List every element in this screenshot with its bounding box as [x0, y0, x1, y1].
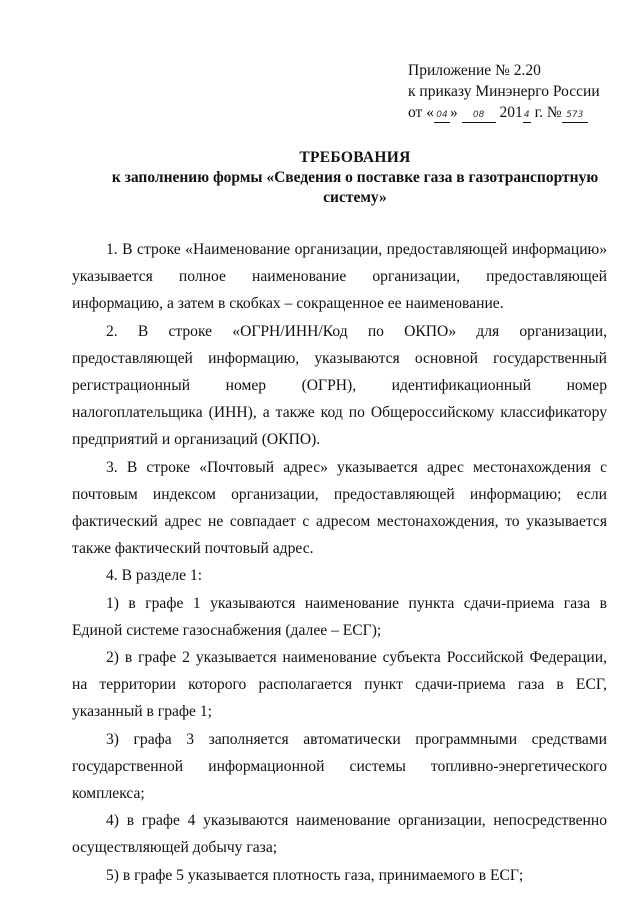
order-number-handwritten: 573 — [562, 108, 588, 123]
document-title — [70, 148, 640, 208]
list-item-4: 4) в графе 4 указываются наименование организации, непосредственно осуществляющей добычу газа; — [72, 812, 607, 857]
list-item-2: 2) в графе 2 указывается наименование субъекта Российской Федерации, на территории которого располагается пункт сдачи-приема газа в ЕСГ, указанный в графе 1; — [72, 649, 607, 721]
date-day-handwritten: 04 — [434, 108, 450, 123]
title-main: ТРЕБОВАНИЯ — [299, 149, 411, 166]
paragraph-2: 2. В строке «ОГРН/ИНН/Код по ОКПО» для организации, предоставляющей информацию, указываются основной государственный регистрационный номер (ОГРН), идентификационный номер налогоплательщика (ИНН), а также код по Общероссийскому классификатору предприятий и организаций (ОКПО). — [72, 322, 607, 449]
order-reference: к приказу Минэнерго России — [408, 83, 600, 100]
paragraph-1: 1. В строке «Наименование организации, предоставляющей информацию» указывается полное наименование организации, предоставляющей информацию, а затем в скобках – сокращенное ее наименование. — [72, 241, 607, 313]
date-year-prefix: 201 — [499, 104, 523, 121]
paragraph-4: 4. В разделе 1: — [106, 567, 203, 585]
list-item-3: 3) графа 3 заполняется автоматически программными средствами государственной информационной системы топливно-энергетического комплекса; — [72, 730, 607, 803]
date-prefix: от « — [408, 104, 434, 121]
date-mid: » — [449, 104, 458, 121]
date-suffix: г. № — [530, 104, 562, 121]
date-year-digit-handwritten: 4 — [523, 108, 531, 123]
date-month-handwritten: 08 — [462, 108, 496, 123]
appendix-header — [408, 60, 618, 123]
paragraph-3: 3. В строке «Почтовый адрес» указывается адрес местонахождения с почтовым индексом организации, предоставляющей информацию; если фактический адрес не совпадает с адресом местонахождения, то указывается также фактический почтовый адрес. — [72, 458, 607, 558]
title-line-2: систему» — [323, 189, 387, 206]
title-line-1: к заполнению формы «Сведения о поставке газа в газотранспортную — [111, 169, 599, 186]
document-body — [72, 236, 607, 889]
order-date-line — [408, 102, 618, 123]
appendix-number: Приложение № 2.20 — [408, 62, 541, 79]
list-item-5: 5) в графе 5 указывается плотность газа, принимаемого в ЕСГ; — [106, 866, 524, 884]
list-item-1: 1) в графе 1 указываются наименование пункта сдачи-приема газа в Единой системе газоснабжения (далее – ЕСГ); — [72, 594, 607, 639]
